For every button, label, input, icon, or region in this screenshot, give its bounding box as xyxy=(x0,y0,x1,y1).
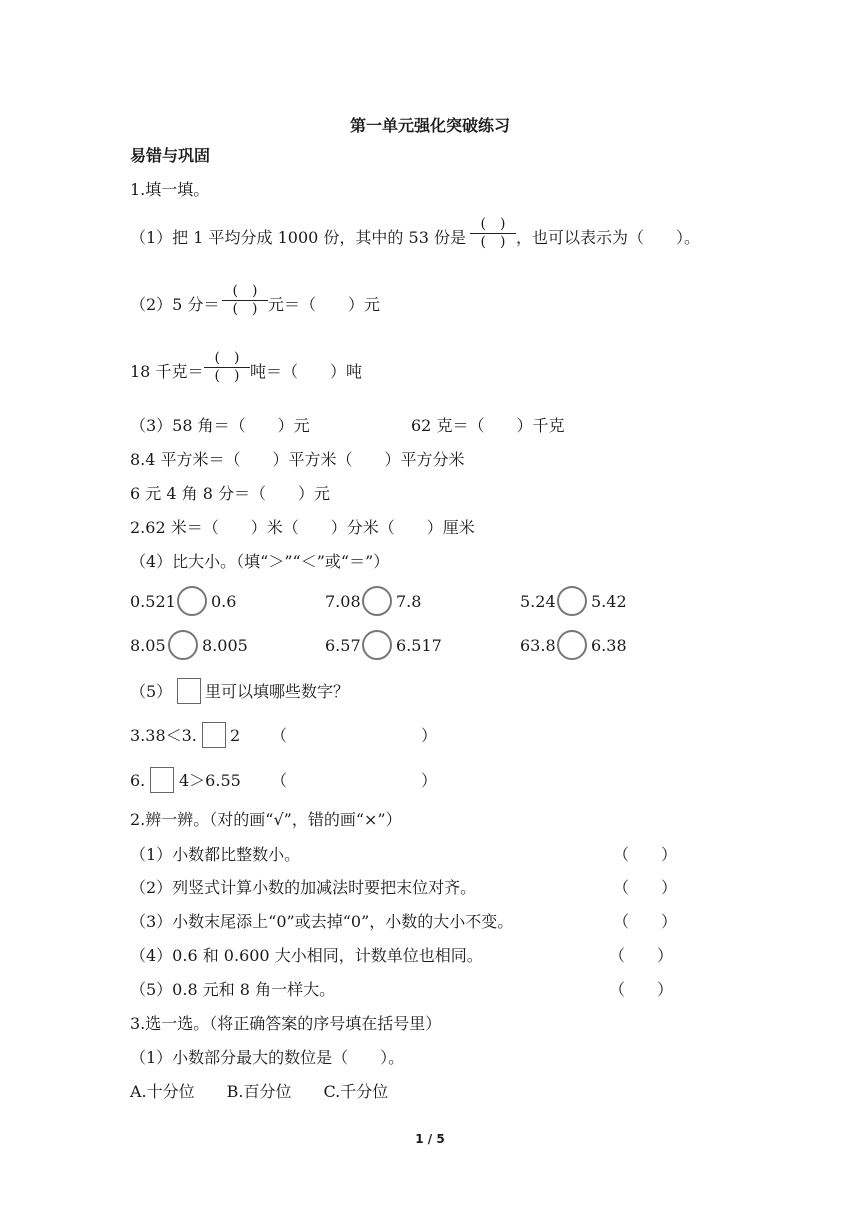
compare-right: 0.6 xyxy=(211,592,237,611)
answer-paren-close: ） xyxy=(421,726,438,745)
compare-right: 7.8 xyxy=(396,592,422,611)
compare-circle[interactable] xyxy=(557,630,587,660)
q1-p5-a-left: 3.38＜3. xyxy=(130,726,197,745)
fraction-numerator: ( ) xyxy=(470,216,516,234)
page-number: 1 / 5 xyxy=(415,1132,445,1146)
q3-item: （1）小数部分最大的数位是（ ）。 xyxy=(130,1048,405,1067)
q1-p2-c: 18 千克＝ xyxy=(130,362,204,381)
judge-paren: （ ） xyxy=(609,946,674,965)
compare-left: 0.521 xyxy=(130,592,176,611)
judge-item: （5）0.8 元和 8 角一样大。 xyxy=(130,980,336,999)
q2-heading: 2.辨一辨。（对的画“√”，错的画“×”） xyxy=(130,810,402,829)
compare-right: 8.005 xyxy=(202,636,248,655)
q1-p3-a: （3）58 角＝（ ）元 xyxy=(130,416,310,435)
q1-p3-e: 2.62 米＝（ ）米（ ）分米（ ）厘米 xyxy=(130,518,475,537)
q1-p3-d: 6 元 4 角 8 分＝（ ）元 xyxy=(130,484,330,503)
answer-paren-close: ） xyxy=(421,771,438,790)
q1-p5-prefix: （5） xyxy=(130,682,173,701)
section-heading: 易错与巩固 xyxy=(130,146,211,165)
judge-item: （1）小数都比整数小。 xyxy=(130,845,301,864)
q1-p1-tail: ，也可以表示为（ ）。 xyxy=(516,228,701,247)
judge-paren: （ ） xyxy=(613,845,678,864)
q1-p4-heading: （4）比大小。（填“＞”“＜”或“＝”） xyxy=(130,552,390,571)
fraction-numerator: ( ) xyxy=(222,283,268,301)
fraction-denominator: ( ) xyxy=(214,368,240,384)
q1-p3-b: 62 克＝（ ）千克 xyxy=(411,416,565,435)
fraction-denominator: ( ) xyxy=(232,301,258,317)
fraction-blank xyxy=(470,216,516,250)
compare-right: 6.38 xyxy=(591,636,627,655)
compare-circle[interactable] xyxy=(557,586,587,616)
digit-box[interactable] xyxy=(202,722,226,748)
q1-p2-d: 吨＝（ ）吨 xyxy=(250,362,363,381)
q1-heading: 1.填一填。 xyxy=(130,180,210,199)
judge-paren: （ ） xyxy=(613,878,678,897)
q1-p2-b: 元＝（ ）元 xyxy=(268,295,381,314)
judge-item: （3）小数末尾添上“0”或去掉“0”，小数的大小不变。 xyxy=(130,912,514,931)
digit-box[interactable] xyxy=(177,678,201,704)
compare-left: 5.24 xyxy=(520,592,556,611)
q3-options: A.十分位 B.百分位 C.千分位 xyxy=(130,1082,389,1101)
q1-p3-c: 8.4 平方米＝（ ）平方米（ ）平方分米 xyxy=(130,450,465,469)
fraction-blank xyxy=(222,283,268,317)
judge-paren: （ ） xyxy=(609,980,674,999)
compare-circle[interactable] xyxy=(168,630,198,660)
judge-paren: （ ） xyxy=(613,912,678,931)
compare-right: 5.42 xyxy=(591,592,627,611)
fraction-blank xyxy=(204,350,250,384)
q1-p5-suffix: 里可以填哪些数字？ xyxy=(205,682,350,701)
judge-item: （4）0.6 和 0.600 大小相同，计数单位也相同。 xyxy=(130,946,483,965)
q1-p5-b-right: 4＞6.55 xyxy=(179,771,241,790)
page-title: 第一单元强化突破练习 xyxy=(349,116,510,135)
q1-p5-b-left: 6. xyxy=(130,771,146,790)
digit-box[interactable] xyxy=(150,767,174,793)
answer-paren-open: （ xyxy=(271,726,288,745)
fraction-denominator: ( ) xyxy=(480,234,506,250)
q1-p2-a: （2）5 分＝ xyxy=(130,295,220,314)
answer-paren-open: （ xyxy=(271,771,288,790)
compare-left: 7.08 xyxy=(325,592,361,611)
compare-circle[interactable] xyxy=(177,586,207,616)
compare-left: 8.05 xyxy=(130,636,166,655)
compare-right: 6.517 xyxy=(396,636,442,655)
q1-p1-text: （1）把 1 平均分成 1000 份，其中的 53 份是 xyxy=(130,228,466,247)
compare-circle[interactable] xyxy=(362,630,392,660)
q1-p5-a-right: 2 xyxy=(230,726,241,745)
fraction-numerator: ( ) xyxy=(204,350,250,368)
compare-circle[interactable] xyxy=(362,586,392,616)
q3-heading: 3.选一选。（将正确答案的序号填在括号里） xyxy=(130,1014,442,1033)
compare-left: 63.8 xyxy=(520,636,556,655)
compare-left: 6.57 xyxy=(325,636,361,655)
judge-item: （2）列竖式计算小数的加减法时要把末位对齐。 xyxy=(130,878,477,897)
